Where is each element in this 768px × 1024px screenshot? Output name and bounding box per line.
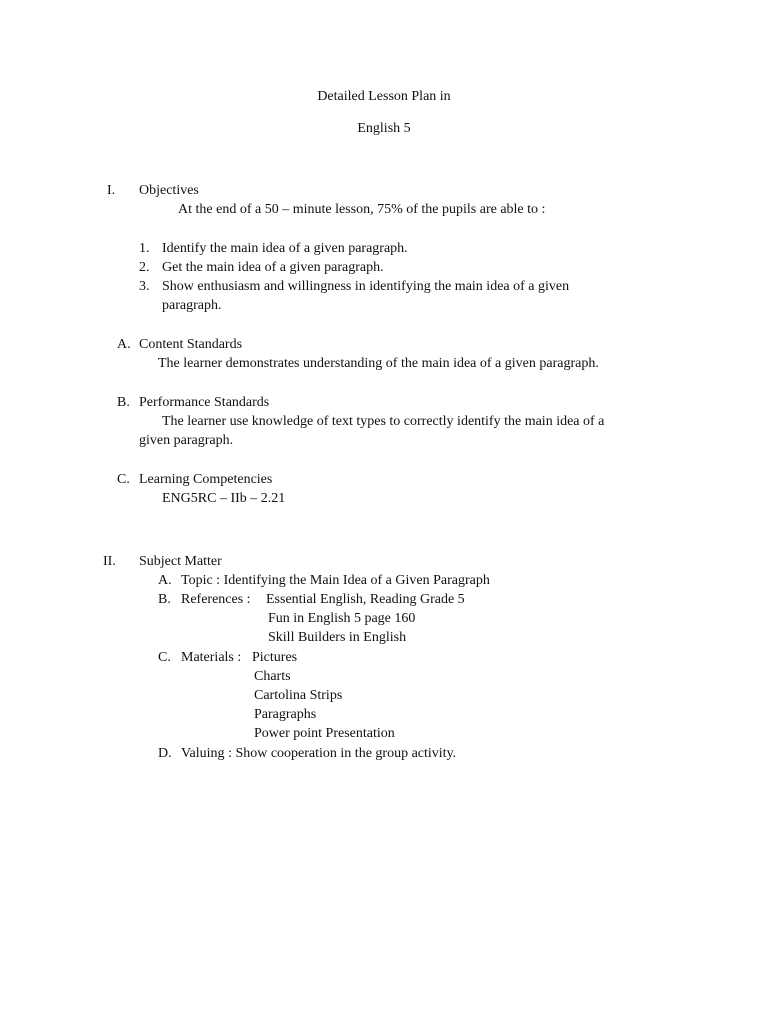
reference-item: Skill Builders in English xyxy=(268,630,407,645)
objective-text-2: Get the main idea of a given paragraph. xyxy=(162,260,384,275)
objectives-intro: At the end of a 50 – minute lesson, 75% of the pupils are able to : xyxy=(178,202,546,217)
objective-text-3: Show enthusiasm and willingness in identifying the main idea of a given xyxy=(162,279,570,294)
material-item: Cartolina Strips xyxy=(254,688,343,703)
material-item: Paragraphs xyxy=(254,707,317,722)
title-line-2: English 5 xyxy=(357,121,411,136)
valuing-text: Valuing : Show cooperation in the group activity. xyxy=(181,746,457,761)
objective-number-3: 3. xyxy=(139,279,150,294)
content-standards-heading: Content Standards xyxy=(139,337,243,352)
topic-text: Topic : Identifying the Main Idea of a Given Paragraph xyxy=(181,573,490,588)
learning-competencies-letter: C. xyxy=(117,472,130,487)
section-2-numeral: II. xyxy=(103,554,116,569)
performance-standards-text-continued: given paragraph. xyxy=(139,433,234,448)
performance-standards-letter: B. xyxy=(117,395,130,410)
topic-letter: A. xyxy=(158,573,172,588)
learning-competencies-code: ENG5RC – IIb – 2.21 xyxy=(162,491,286,506)
section-1-numeral: I. xyxy=(107,183,116,198)
references-letter: B. xyxy=(158,592,171,607)
objective-number-2: 2. xyxy=(139,260,150,275)
objective-number-1: 1. xyxy=(139,241,150,256)
valuing-letter: D. xyxy=(158,746,172,761)
performance-standards-text: The learner use knowledge of text types to correctly identify the main idea of a xyxy=(162,414,605,429)
performance-standards-heading: Performance Standards xyxy=(139,395,270,410)
material-item: Charts xyxy=(254,669,291,684)
section-1-heading: Objectives xyxy=(139,183,199,198)
objective-text-3-continued: paragraph. xyxy=(162,298,222,313)
learning-competencies-heading: Learning Competencies xyxy=(139,472,273,487)
content-standards-letter: A. xyxy=(117,337,131,352)
title-line-1: Detailed Lesson Plan in xyxy=(317,89,451,104)
section-2-heading: Subject Matter xyxy=(139,554,222,569)
reference-item: Essential English, Reading Grade 5 xyxy=(266,592,465,607)
materials-label: Materials : xyxy=(181,650,242,665)
references-label: References : xyxy=(181,592,251,607)
objective-text-1: Identify the main idea of a given paragraph. xyxy=(162,241,408,256)
material-item: Power point Presentation xyxy=(254,726,395,741)
reference-item: Fun in English 5 page 160 xyxy=(268,611,416,626)
material-item: Pictures xyxy=(252,650,298,665)
materials-letter: C. xyxy=(158,650,171,665)
content-standards-text: The learner demonstrates understanding of the main idea of a given paragraph. xyxy=(158,356,599,371)
